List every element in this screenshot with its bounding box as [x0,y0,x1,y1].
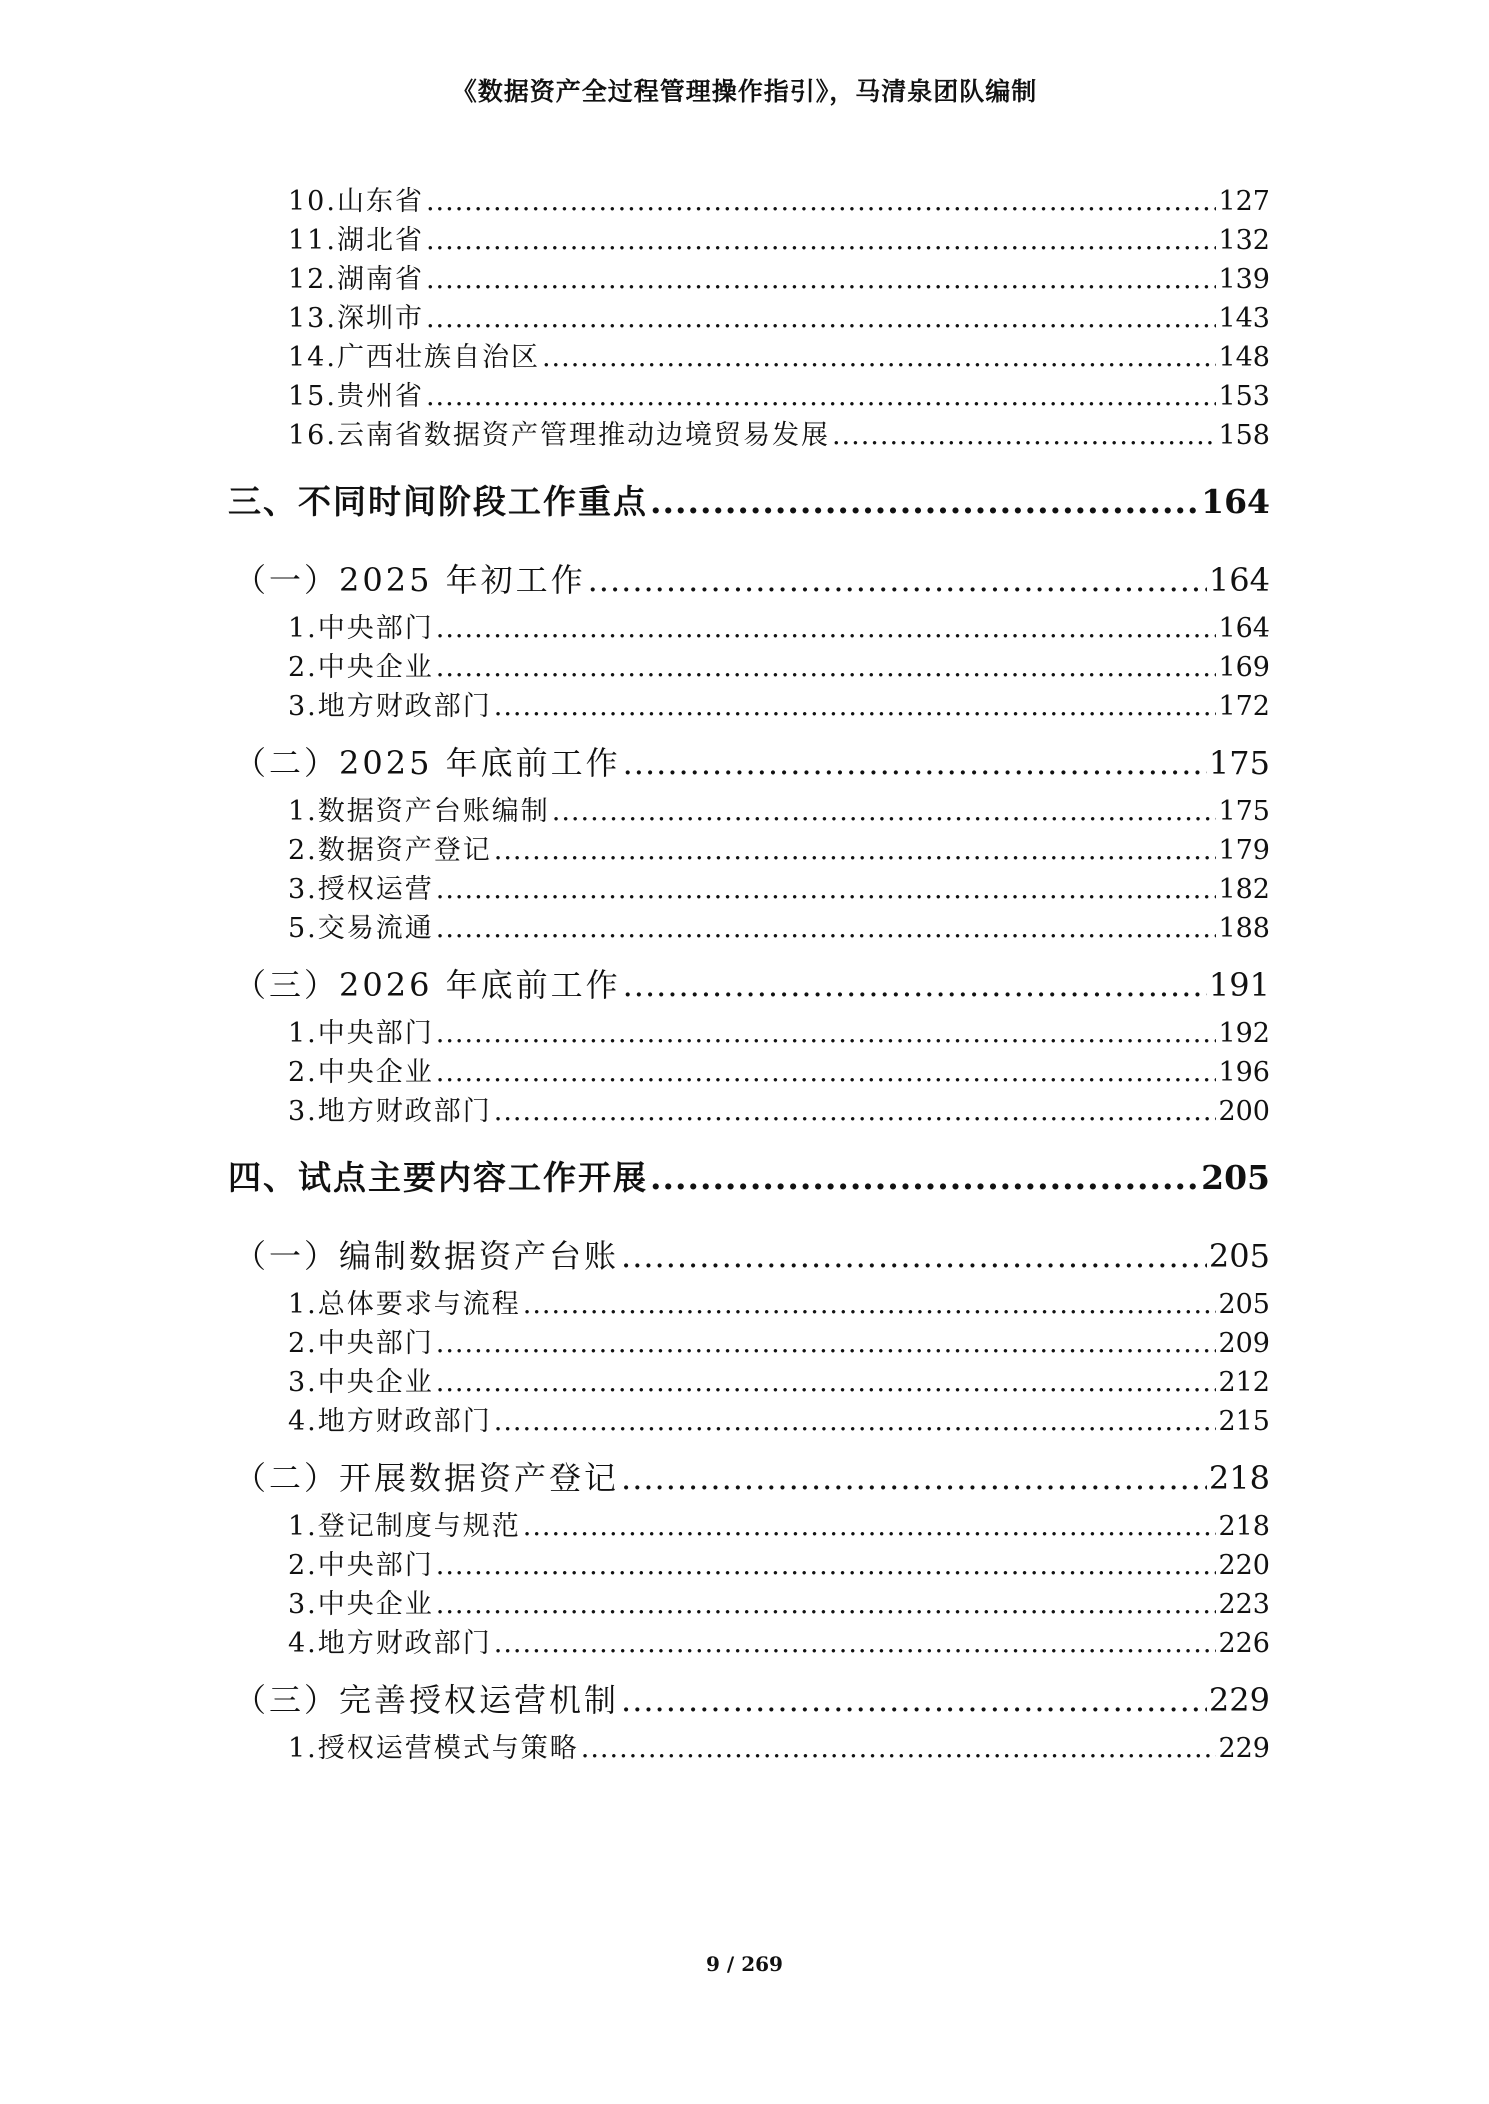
toc-entry-page: 132 [1218,225,1270,256]
toc-entry[interactable] [228,609,1270,648]
toc-dot-leader [426,182,1217,221]
toc-entry-label: 2.中央企业 [288,1057,434,1088]
toc-entry-label: 1.授权运营模式与策略 [288,1733,579,1764]
toc-dot-leader [621,1455,1207,1501]
toc-entry[interactable] [228,1585,1270,1624]
toc-entry-page: 172 [1218,691,1270,722]
toc-entry-label: 1.总体要求与流程 [288,1289,521,1320]
toc-entry-label: （三）完善授权运营机制 [234,1681,620,1719]
toc-entry-page: 229 [1208,1681,1270,1719]
toc-dot-leader [426,260,1217,299]
toc-dot-leader [623,962,1207,1008]
toc-entry[interactable] [228,221,1270,260]
toc-dot-leader [832,416,1217,455]
toc-entry[interactable] [228,1053,1270,1092]
toc-dot-leader [436,1053,1217,1092]
toc-entry-page: 153 [1218,381,1270,412]
toc-dot-leader [494,687,1217,726]
toc-entry[interactable] [228,1455,1270,1501]
toc-entry-label: （一）2025 年初工作 [234,561,586,599]
toc-dot-leader [623,740,1207,786]
toc-entry-page: 148 [1218,342,1270,373]
toc-dot-leader [436,609,1217,648]
toc-entry-page: 200 [1218,1096,1270,1127]
toc-entry-label: 3.地方财政部门 [288,691,492,722]
toc-dot-leader [650,477,1199,527]
toc-entry[interactable] [228,831,1270,870]
toc-entry-page: 196 [1218,1057,1270,1088]
toc-entry[interactable] [228,1363,1270,1402]
toc-entry-page: 223 [1218,1589,1270,1620]
toc-entry-label: 3.地方财政部门 [288,1096,492,1127]
toc-entry[interactable] [228,687,1270,726]
toc-entry[interactable] [228,1402,1270,1441]
toc-entry-label: 15.贵州省 [288,381,424,412]
toc-dot-leader [494,1624,1217,1663]
toc-dot-leader [436,648,1217,687]
toc-dot-leader [581,1729,1217,1768]
table-of-contents [228,182,1270,1768]
toc-entry-page: 218 [1208,1459,1270,1497]
toc-entry-label: 1.数据资产台账编制 [288,796,550,827]
toc-dot-leader [523,1285,1217,1324]
toc-entry-label: 4.地方财政部门 [288,1406,492,1437]
toc-entry-page: 175 [1218,796,1270,827]
toc-entry[interactable] [228,557,1270,603]
toc-entry[interactable] [228,1233,1270,1279]
toc-entry-label: 14.广西壮族自治区 [288,342,540,373]
toc-dot-leader [436,1585,1217,1624]
toc-entry[interactable] [228,1729,1270,1768]
toc-entry-page: 215 [1218,1406,1270,1437]
toc-entry-page: 188 [1218,913,1270,944]
toc-entry-label: （一）编制数据资产台账 [234,1237,620,1275]
toc-entry-label: 11.湖北省 [288,225,424,256]
toc-dot-leader [650,1153,1199,1203]
toc-entry-label: （二）2025 年底前工作 [234,744,621,782]
toc-dot-leader [426,377,1217,416]
toc-dot-leader [426,221,1217,260]
toc-entry[interactable] [228,182,1270,221]
toc-dot-leader [552,792,1217,831]
toc-dot-leader [436,1014,1217,1053]
toc-entry-label: 2.中央部门 [288,1328,434,1359]
toc-entry-label: 10.山东省 [288,186,424,217]
running-header: 《数据资产全过程管理操作指引》，马清泉团队编制 [451,77,1038,106]
toc-entry[interactable] [228,1014,1270,1053]
toc-entry-label: 四、试点主要内容工作开展 [228,1158,648,1197]
toc-entry[interactable] [228,792,1270,831]
toc-entry-label: 3.中央企业 [288,1367,434,1398]
toc-entry-page: 212 [1218,1367,1270,1398]
toc-entry-page: 143 [1218,303,1270,334]
toc-entry[interactable] [228,870,1270,909]
toc-entry-page: 158 [1218,420,1270,451]
toc-entry-label: 三、不同时间阶段工作重点 [228,482,648,521]
toc-entry[interactable] [228,909,1270,948]
toc-entry[interactable] [228,1092,1270,1131]
toc-entry-page: 205 [1201,1158,1270,1197]
toc-dot-leader [494,831,1217,870]
toc-entry-label: 3.中央企业 [288,1589,434,1620]
toc-entry-label: 12.湖南省 [288,264,424,295]
toc-entry-page: 139 [1218,264,1270,295]
toc-entry-page: 192 [1218,1018,1270,1049]
toc-entry-page: 164 [1218,613,1270,644]
toc-dot-leader [523,1507,1217,1546]
toc-entry-page: 182 [1218,874,1270,905]
toc-entry-page: 169 [1218,652,1270,683]
toc-entry[interactable] [228,740,1270,786]
toc-entry-label: （三）2026 年底前工作 [234,966,621,1004]
page-number: 9 / 269 [706,1952,783,1976]
toc-entry-page: 164 [1201,482,1270,521]
toc-entry[interactable] [228,299,1270,338]
toc-entry-page: 127 [1218,186,1270,217]
toc-dot-leader [436,1363,1217,1402]
toc-entry-label: 16.云南省数据资产管理推动边境贸易发展 [288,420,830,451]
toc-entry-label: 1.中央部门 [288,1018,434,1049]
toc-entry[interactable] [228,1324,1270,1363]
toc-entry-page: 220 [1218,1550,1270,1581]
toc-entry-page: 218 [1218,1511,1270,1542]
toc-entry-page: 229 [1218,1733,1270,1764]
toc-entry[interactable] [228,416,1270,455]
toc-entry-page: 205 [1208,1237,1270,1275]
toc-entry[interactable] [228,338,1270,377]
toc-dot-leader [621,1233,1207,1279]
toc-entry[interactable] [228,260,1270,299]
toc-entry-page: 179 [1218,835,1270,866]
toc-entry-label: 13.深圳市 [288,303,424,334]
toc-entry-page: 164 [1208,561,1270,599]
toc-entry-label: 5.交易流通 [288,913,434,944]
toc-dot-leader [494,1402,1217,1441]
toc-entry-page: 205 [1218,1289,1270,1320]
toc-dot-leader [436,909,1217,948]
toc-entry-label: 1.中央部门 [288,613,434,644]
toc-entry[interactable] [228,1507,1270,1546]
toc-entry-page: 175 [1208,744,1270,782]
toc-entry-page: 209 [1218,1328,1270,1359]
toc-entry-page: 191 [1208,966,1270,1004]
toc-entry-label: 2.数据资产登记 [288,835,492,866]
toc-dot-leader [542,338,1217,377]
toc-dot-leader [436,870,1217,909]
toc-dot-leader [588,557,1207,603]
toc-entry-label: 2.中央部门 [288,1550,434,1581]
toc-entry-page: 226 [1218,1628,1270,1659]
toc-entry-label: 2.中央企业 [288,652,434,683]
toc-entry[interactable] [228,1285,1270,1324]
toc-dot-leader [426,299,1217,338]
toc-entry[interactable] [228,377,1270,416]
toc-dot-leader [436,1546,1217,1585]
toc-entry-label: （二）开展数据资产登记 [234,1459,620,1497]
toc-dot-leader [621,1677,1207,1723]
toc-entry[interactable] [228,962,1270,1008]
toc-entry[interactable] [228,1624,1270,1663]
toc-entry[interactable] [228,1153,1270,1203]
toc-entry-label: 3.授权运营 [288,874,434,905]
toc-entry[interactable] [228,648,1270,687]
toc-dot-leader [494,1092,1217,1131]
toc-entry[interactable] [228,1677,1270,1723]
toc-entry[interactable] [228,1546,1270,1585]
toc-entry-label: 1.登记制度与规范 [288,1511,521,1542]
toc-entry-label: 4.地方财政部门 [288,1628,492,1659]
toc-dot-leader [436,1324,1217,1363]
toc-entry[interactable] [228,477,1270,527]
